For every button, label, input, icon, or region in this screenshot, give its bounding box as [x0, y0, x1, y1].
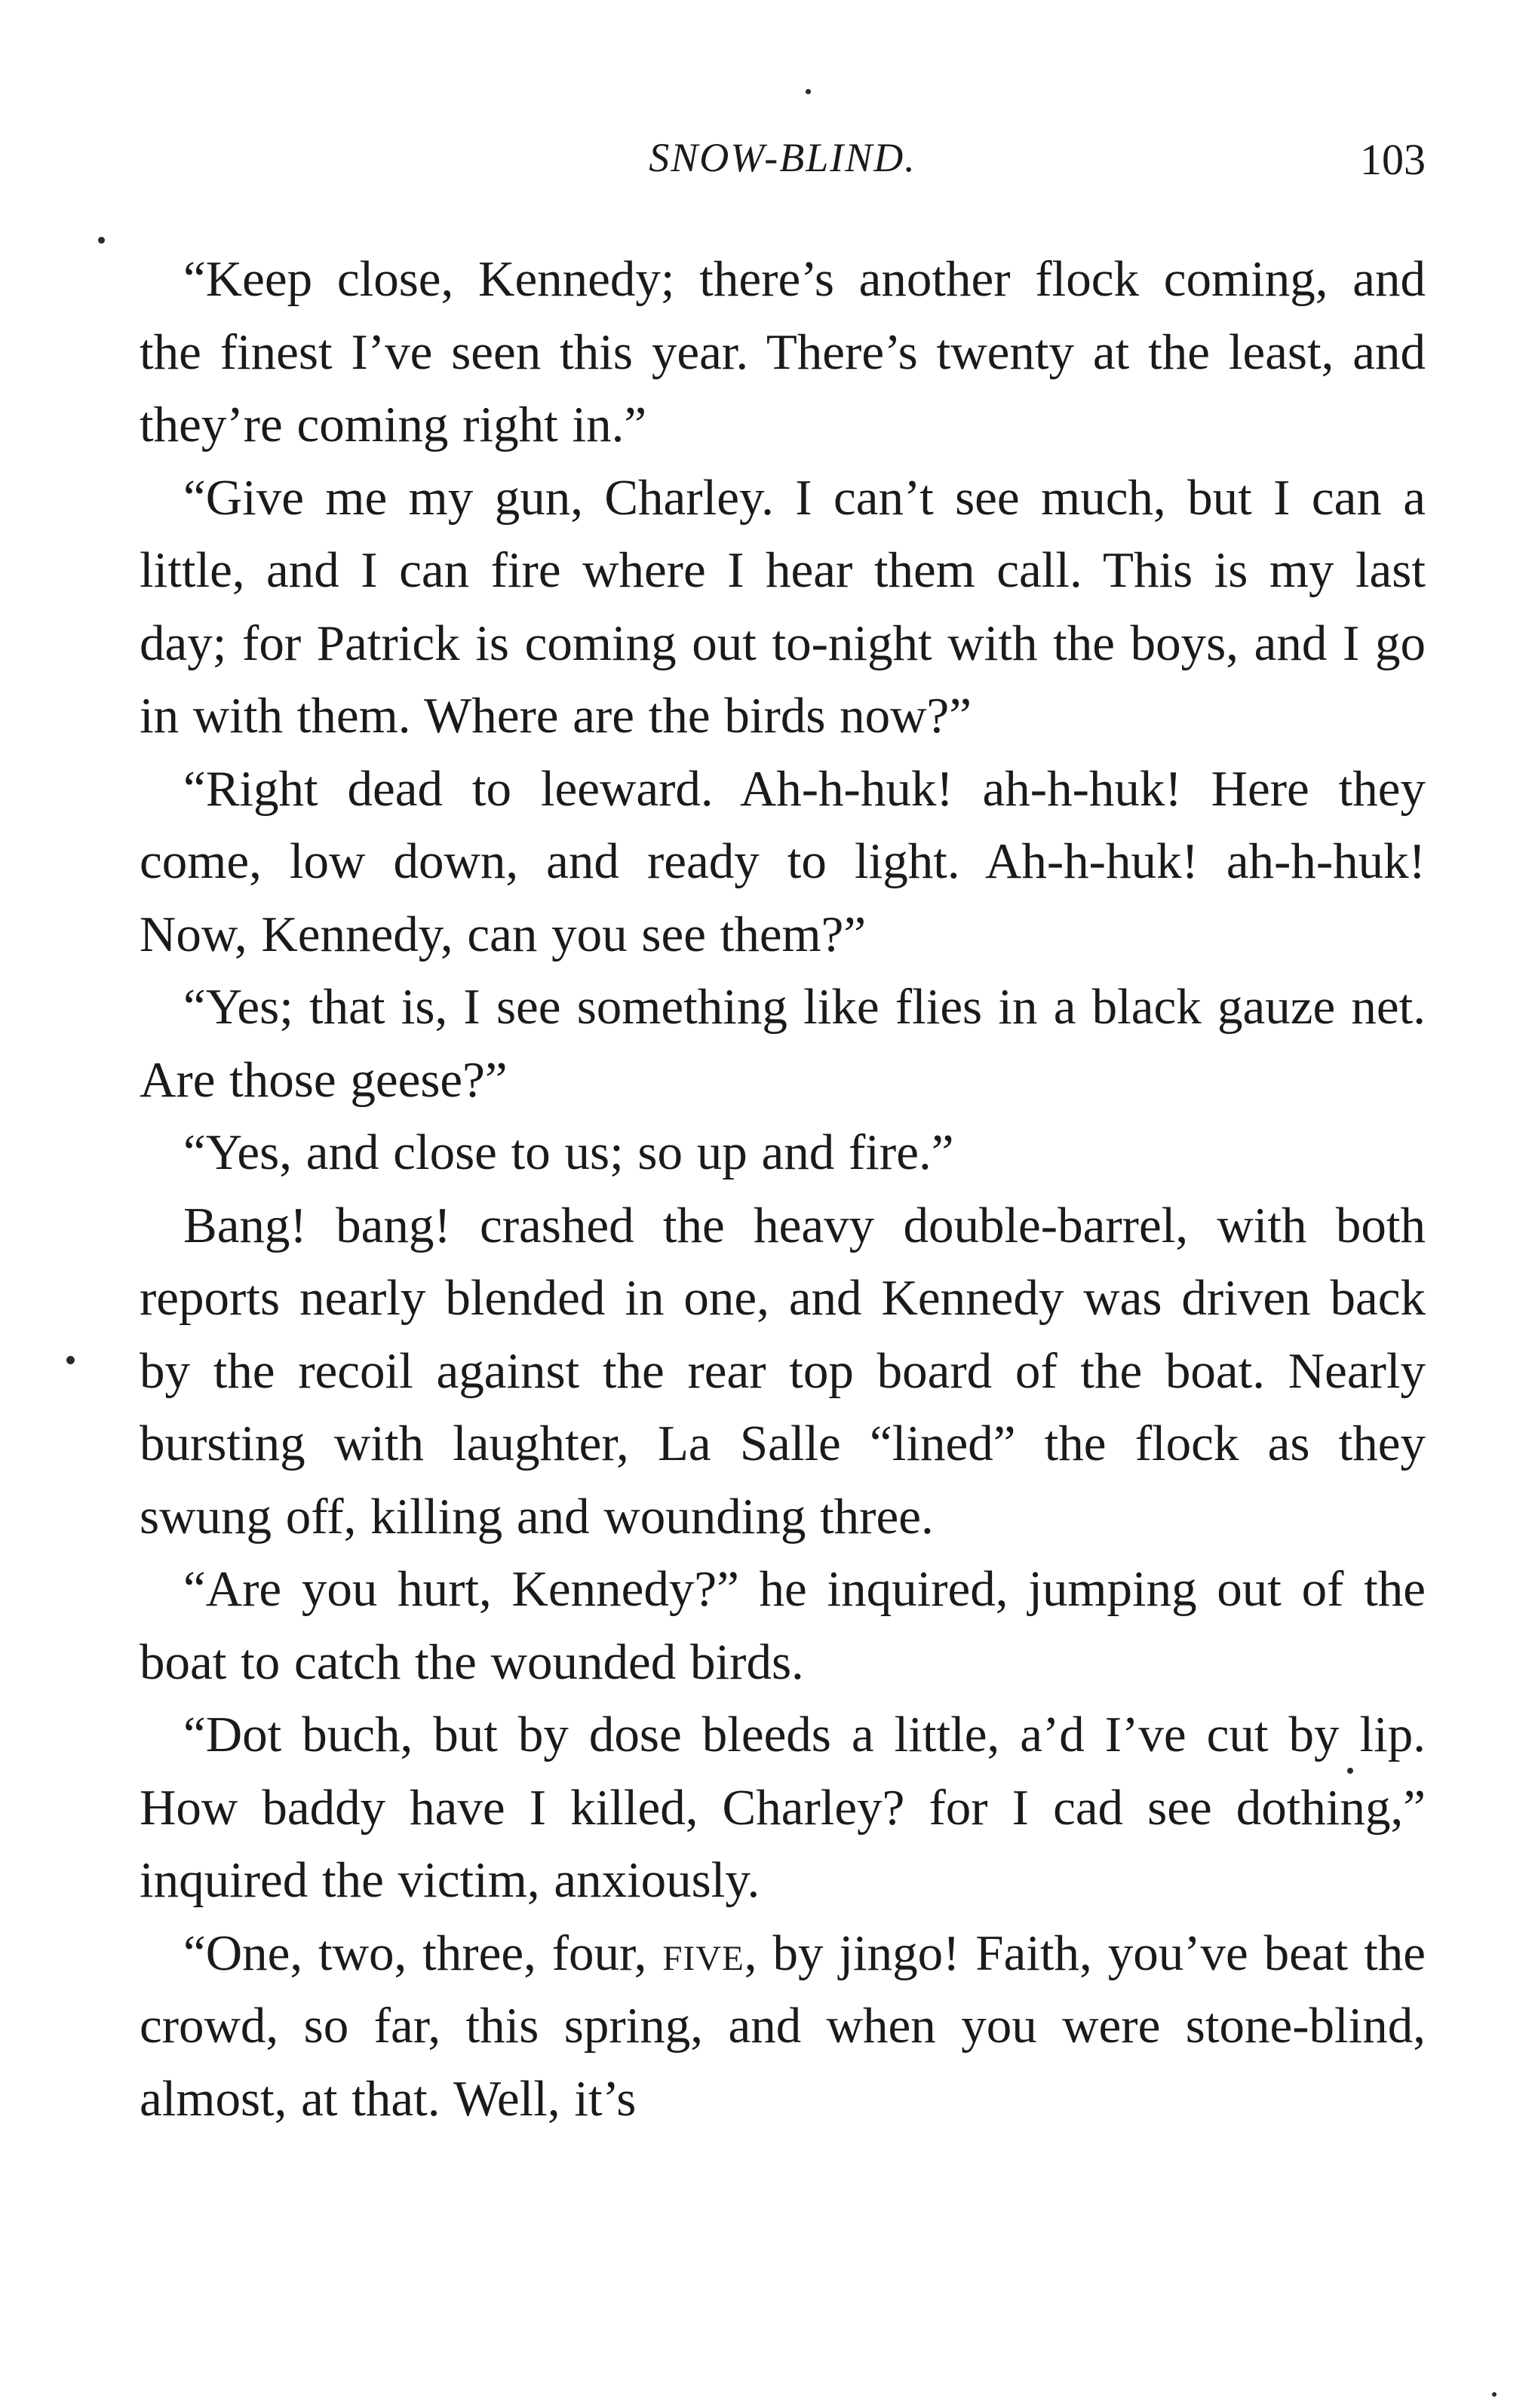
- page-number: 103: [1360, 135, 1426, 184]
- ink-speck: [806, 89, 811, 94]
- paragraph-1: “Keep close, Kennedy; there’s another flock coming, and the finest I’ve seen this year. There’s twenty at the least, and they’re coming right in.”: [140, 251, 1426, 452]
- paragraph-8: “Dot buch, but by dose bleeds a little, a’d I’ve cut by lip. How baddy have I killed, Charley? for I cad see dothing,” inquired the victim, anxiously.: [140, 1707, 1426, 1908]
- ink-speck: [98, 237, 105, 244]
- paragraph-6: Bang! bang! crashed the heavy double-barrel, with both reports nearly blended in one, and Kennedy was driven back by the recoil against the rear top board of the boat. Nearly bursting with laughter, La Salle “lined” the flock as they swung off, killing and wounding three.: [140, 1197, 1426, 1544]
- paragraph-9: [140, 1917, 1426, 2136]
- ink-speck: [1492, 2392, 1497, 2397]
- running-title: SNOW-BLIND.: [649, 135, 916, 180]
- ink-speck: [1347, 1768, 1353, 1774]
- paragraph-3: “Right dead to leeward. Ah-h-huk! ah-h-huk! Here they come, low down, and ready to light. Ah-h-huk! ah-h-huk! Now, Kennedy, can you see them?”: [140, 760, 1426, 962]
- paragraph-2: “Give me my gun, Charley. I can’t see much, but I can a little, and I can fire where I hear them call. This is my last day; for Patrick is coming out to-night with the boys, and I go in with them. Where are the birds now?”: [140, 469, 1426, 744]
- body-text: [140, 243, 1426, 2135]
- paragraph-9-start: “One, two, three, four,: [183, 1925, 663, 1981]
- small-caps-emphasis: five: [662, 1925, 744, 1981]
- paragraph-9-end: , by jingo! Faith, you’ve beat the crowd, so far, this spring, and when you were stone-blind, almost, at that. Well, it’s: [140, 1925, 1426, 2127]
- ink-speck: [66, 1356, 75, 1364]
- paragraph-4: “Yes; that is, I see something like flies in a black gauze net. Are those geese?”: [140, 979, 1426, 1108]
- paragraph-5: “Yes, and close to us; so up and fire.”: [183, 1124, 954, 1180]
- paragraph-7: “Are you hurt, Kennedy?” he inquired, jumping out of the boat to catch the wounded birds.: [140, 1561, 1426, 1690]
- running-head: [140, 134, 1426, 195]
